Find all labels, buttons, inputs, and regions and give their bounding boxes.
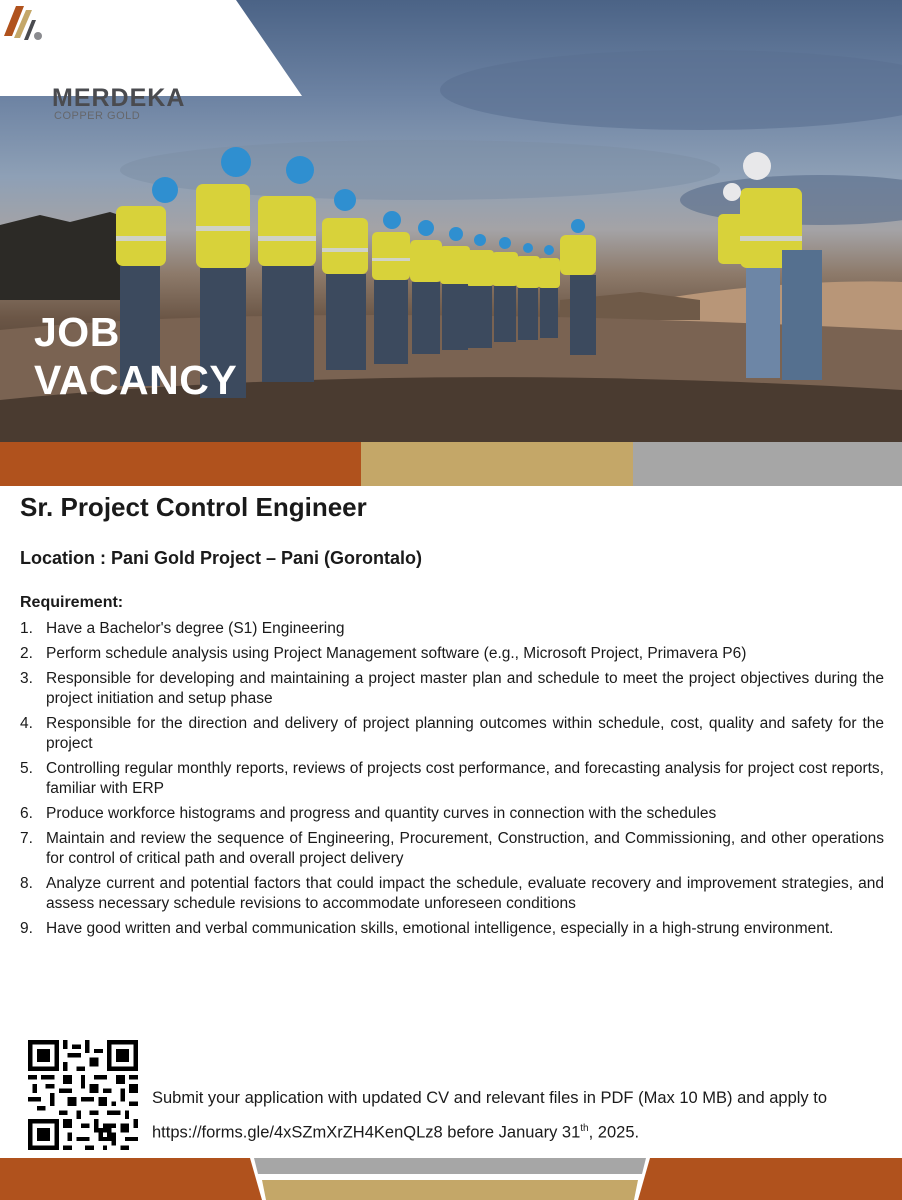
requirement-item: 4. Responsible for the direction and delivery of project planning outcomes within schedule, cost, quality and safety for the project — [20, 715, 884, 752]
job-location: Location : Pani Gold Project – Pani (Gorontalo) — [20, 548, 423, 568]
merdeka-logo-icon — [0, 0, 46, 46]
requirement-item: 7. Maintain and review the sequence of Engineering, Procurement, Construction, and Commissioning, and other operations for control of critical path and overall project delivery — [20, 830, 884, 867]
qr-code-icon[interactable] — [28, 1040, 138, 1150]
submit-instructions: Submit your application with updated CV and relevant files in PDF (Max 10 MB) and apply to — [152, 1089, 828, 1107]
footer-decor — [0, 1158, 902, 1200]
requirement-item: 1. Have a Bachelor's degree (S1) Engineering — [20, 620, 345, 637]
hero-banner — [0, 0, 902, 442]
requirement-item: 9. Have good written and verbal communication skills, emotional intelligence, especially in a high-strung environment. — [20, 920, 834, 937]
accent-bar-rust — [0, 442, 361, 486]
requirement-heading: Requirement: — [20, 594, 124, 611]
requirement-item: 2. Perform schedule analysis using Project Management software (e.g., Microsoft Project, Primavera P6) — [20, 645, 747, 662]
brand-name: MERDEKA — [52, 84, 186, 112]
requirement-item: 8. Analyze current and potential factors that could impact the schedule, evaluate recovery and improvement strategies, and assess necessary schedule revisions to accommodate unforeseen conditions — [20, 875, 884, 912]
submit-deadline: https://forms.gle/4xSZmXrZH4KenQLz8 before January 31th, 2025. — [152, 1123, 640, 1142]
requirement-item: 6. Produce workforce histograms and progress and quantity curves in connection with the schedules — [20, 805, 717, 822]
requirement-item: 5. Controlling regular monthly reports, reviews of projects cost performance, and forecasting analysis for project cost reports, familiar with ERP — [20, 760, 884, 797]
accent-bar-gold — [361, 442, 633, 486]
job-title: Sr. Project Control Engineer — [20, 492, 367, 522]
application-link[interactable]: https://forms.gle/4xSZmXrZH4KenQLz8 — [152, 1123, 443, 1142]
brand-tagline: COPPER GOLD — [54, 110, 141, 122]
hero-title-line1: JOB — [34, 309, 120, 355]
requirement-list — [20, 619, 884, 944]
requirement-item: 3. Responsible for developing and maintaining a project master plan and schedule to meet the project objectives during the project initiation and setup phase — [20, 670, 884, 707]
hero-title — [34, 308, 237, 404]
accent-bar-grey — [633, 442, 902, 486]
hero-title-line2: VACANCY — [34, 357, 238, 403]
